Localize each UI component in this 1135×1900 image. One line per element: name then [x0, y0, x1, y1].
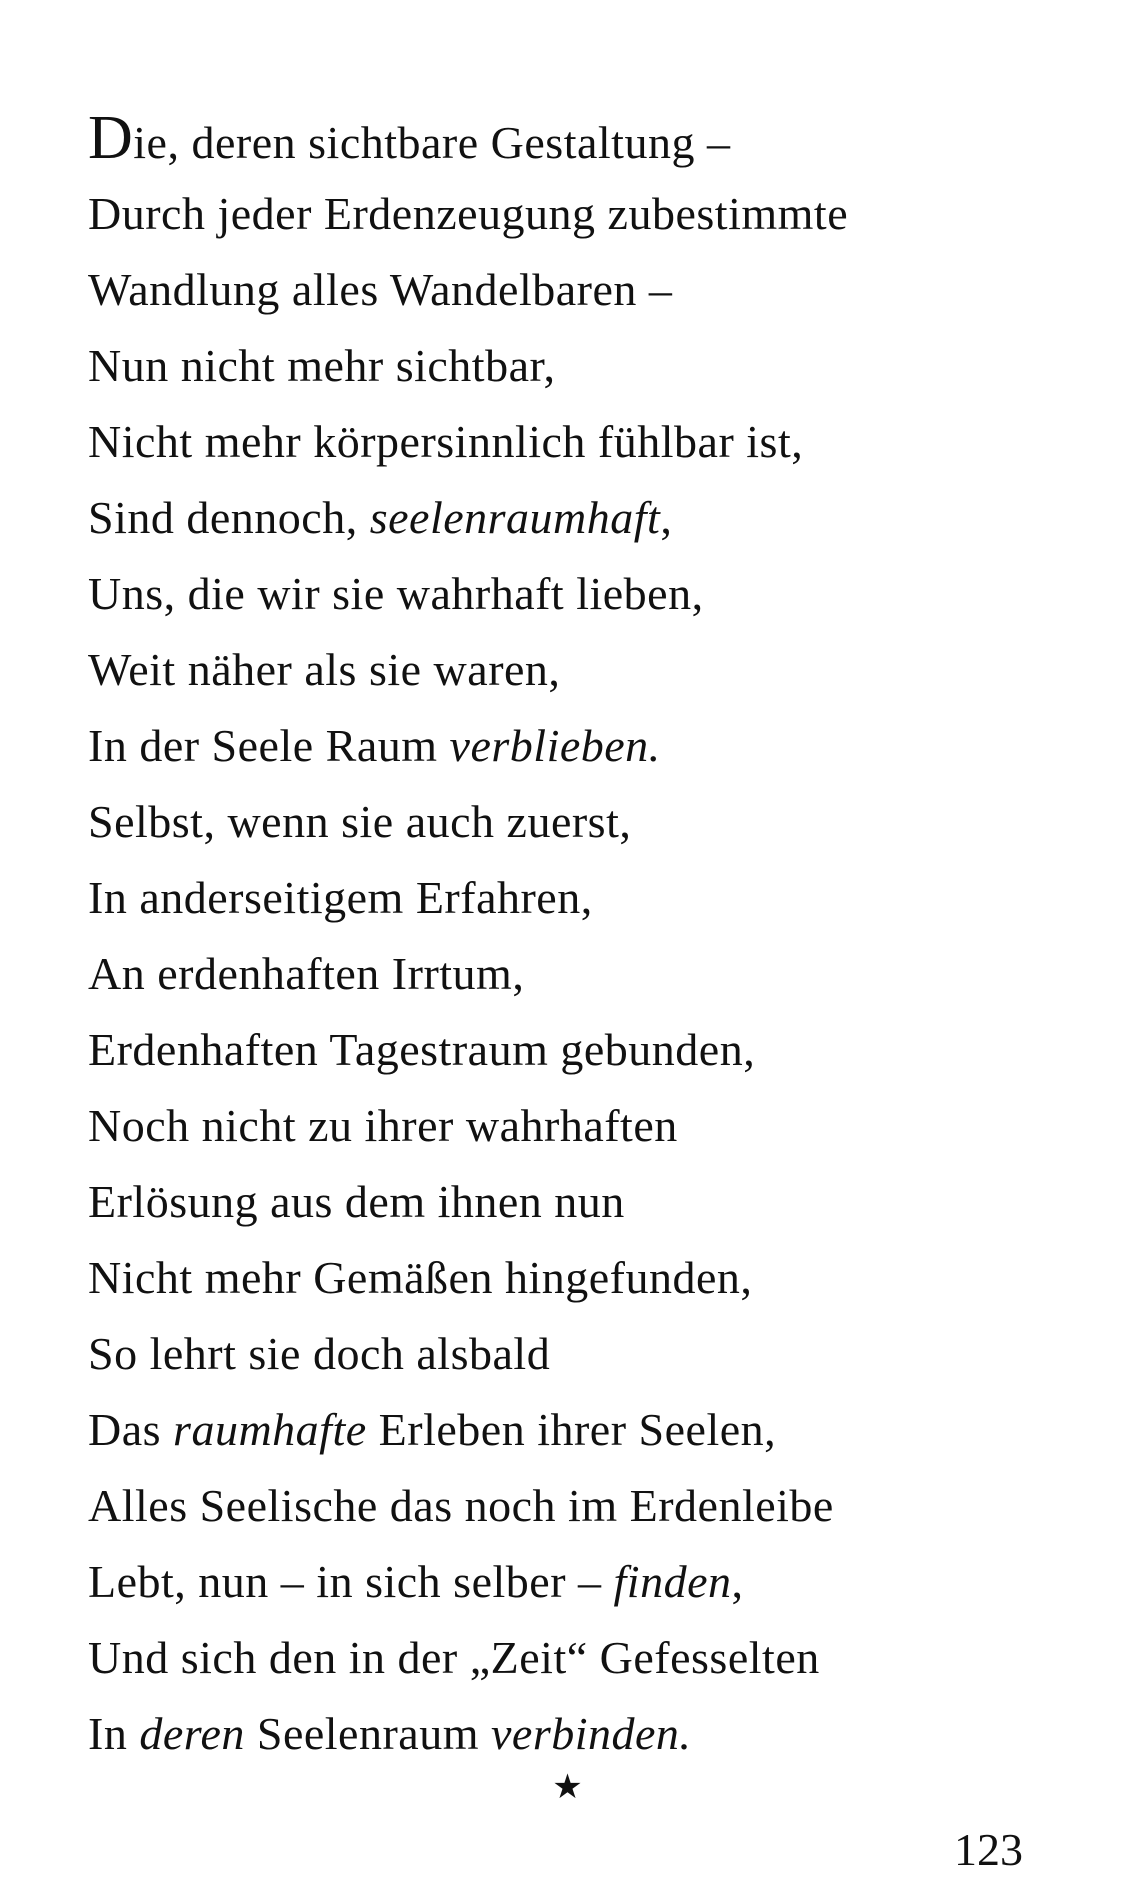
poem	[88, 100, 1088, 1772]
poem-line	[88, 1012, 1088, 1088]
line-text: An erdenhaften Irrtum,	[88, 948, 525, 999]
poem-line	[88, 784, 1088, 860]
poem-line	[88, 176, 1088, 252]
emphasized-text: finden	[613, 1556, 732, 1607]
line-text: Erlösung aus dem ihnen nun	[88, 1176, 625, 1227]
line-text: Uns, die wir sie wahrhaft lieben,	[88, 568, 704, 619]
star-ornament: ★	[552, 1769, 583, 1806]
line-text: Erdenhaften Tagestraum gebunden,	[88, 1024, 756, 1075]
poem-line	[88, 100, 1088, 176]
drop-cap: D	[88, 104, 134, 172]
poem-line	[88, 1544, 1088, 1620]
line-text: Durch jeder Erdenzeugung zubestimmte	[88, 188, 849, 239]
emphasized-text: verblieben.	[449, 720, 661, 771]
line-text: Noch nicht zu ihrer wahrhaften	[88, 1100, 678, 1151]
emphasized-text: seelenraumhaft	[369, 492, 661, 543]
line-text: Und sich den in der „Zeit“ Gefesselten	[88, 1632, 820, 1683]
line-text: Erleben ihrer Seelen,	[366, 1404, 777, 1455]
emphasized-text: deren	[139, 1708, 245, 1759]
line-text: ,	[731, 1556, 744, 1607]
poem-line	[88, 1620, 1088, 1696]
line-text: Nicht mehr Gemäßen hingefunden,	[88, 1252, 753, 1303]
poem-line	[88, 1392, 1088, 1468]
poem-line	[88, 1696, 1088, 1772]
line-text: Nicht mehr körpersinnlich fühlbar ist,	[88, 416, 804, 467]
line-text: Wandlung alles Wandelbaren –	[88, 264, 673, 315]
page-number: 123	[954, 1824, 1023, 1875]
poem-line	[88, 708, 1088, 784]
emphasized-text: verbinden.	[491, 1708, 692, 1759]
line-text: Lebt, nun – in sich selber –	[88, 1556, 614, 1607]
line-text: Alles Seelische das noch im Erdenleibe	[88, 1480, 834, 1531]
emphasized-text: raumhafte	[173, 1404, 367, 1455]
line-text: In	[88, 1708, 140, 1759]
line-text: Seelenraum	[244, 1708, 491, 1759]
poem-line	[88, 1240, 1088, 1316]
line-text: Nun nicht mehr sichtbar,	[88, 340, 556, 391]
poem-line	[88, 404, 1088, 480]
poem-line	[88, 936, 1088, 1012]
poem-line	[88, 252, 1088, 328]
poem-line	[88, 328, 1088, 404]
line-text: Weit näher als sie waren,	[88, 644, 561, 695]
line-text: Sind dennoch,	[88, 492, 370, 543]
poem-line	[88, 632, 1088, 708]
poem-line	[88, 1468, 1088, 1544]
poem-line	[88, 1316, 1088, 1392]
line-text: In der Seele Raum	[88, 720, 450, 771]
poem-line	[88, 1164, 1088, 1240]
poem-line	[88, 860, 1088, 936]
poem-line	[88, 1088, 1088, 1164]
line-text: ie, deren sichtbare Gestaltung –	[133, 117, 731, 168]
line-text: Das	[88, 1404, 174, 1455]
line-text: ,	[660, 492, 673, 543]
poem-line	[88, 480, 1088, 556]
line-text: In anderseitigem Erfahren,	[88, 872, 593, 923]
poem-line	[88, 556, 1088, 632]
line-text: So lehrt sie doch alsbald	[88, 1328, 551, 1379]
line-text: Selbst, wenn sie auch zuerst,	[88, 796, 632, 847]
